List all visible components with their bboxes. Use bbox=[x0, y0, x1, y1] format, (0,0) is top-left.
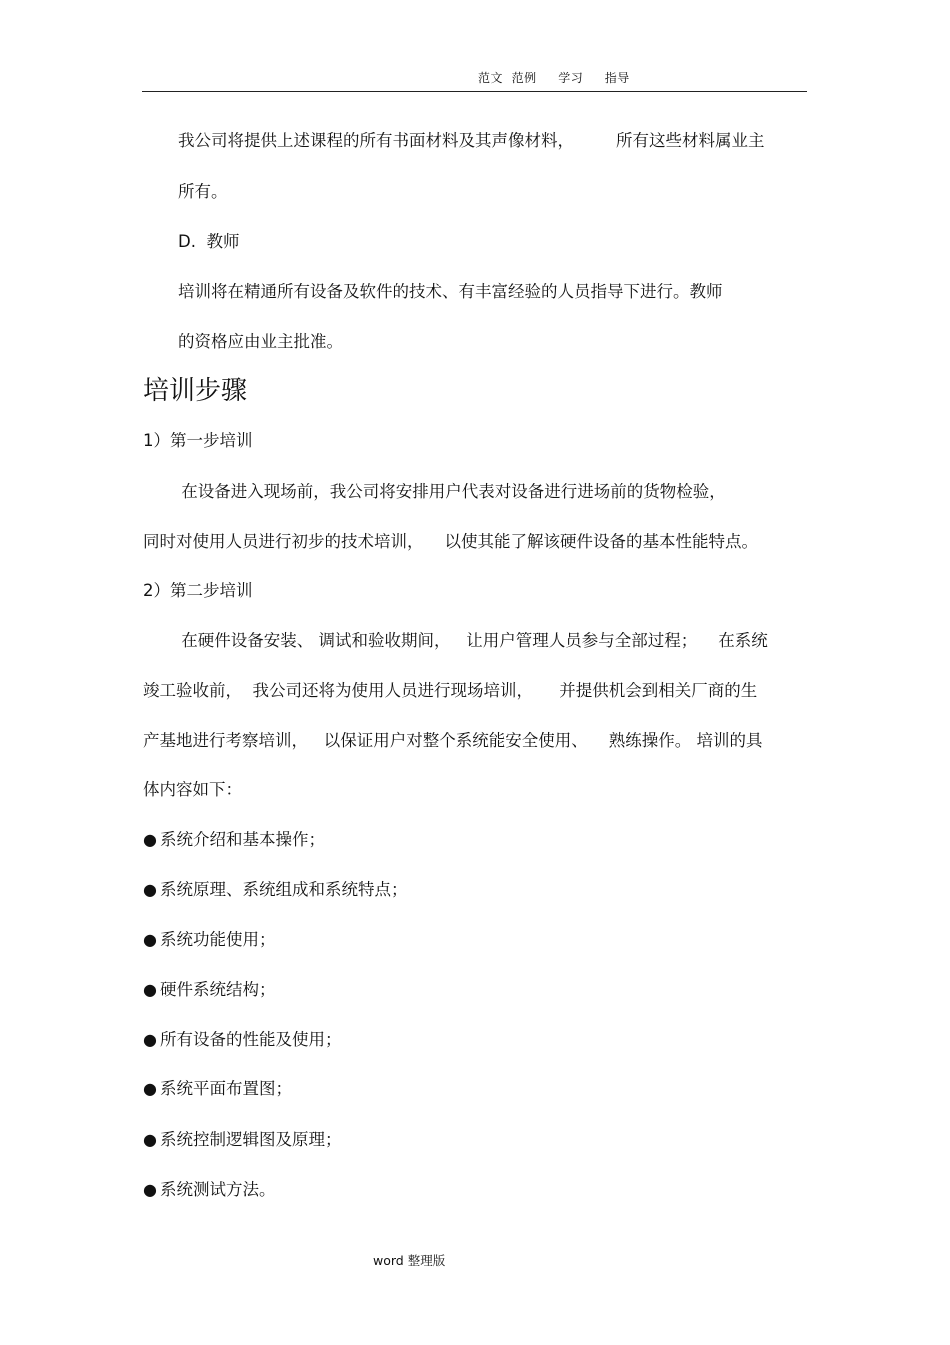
list-item-text: 系统介绍和基本操作； bbox=[160, 830, 325, 849]
bullet-icon: ● bbox=[143, 880, 157, 899]
step1-line-2: 同时对使用人员进行初步的技术培训， 以使其能了解该硬件设备的基本性能特点。 bbox=[143, 532, 758, 551]
list-item-text: 系统平面布置图； bbox=[160, 1079, 292, 1098]
bullet-icon: ● bbox=[143, 1030, 157, 1049]
page-footer: word 整理版 bbox=[373, 1253, 446, 1268]
intro-line-2: 所有。 bbox=[178, 182, 228, 201]
list-item-text: 系统测试方法。 bbox=[160, 1180, 276, 1199]
teacher-heading: D. 教师 bbox=[178, 232, 240, 251]
intro-line-4: 的资格应由业主批准。 bbox=[178, 332, 343, 351]
list-item-text: 系统功能使用； bbox=[160, 930, 276, 949]
list-item bbox=[143, 1079, 292, 1099]
list-item-text: 系统原理、系统组成和系统特点； bbox=[160, 880, 408, 899]
page-header: 范文 范例 学习 指导 bbox=[478, 71, 630, 85]
list-item-text: 所有设备的性能及使用； bbox=[160, 1030, 342, 1049]
step2-line-1: 在硬件设备安装、 调试和验收期间， 让用户管理人员参与全部过程； 在系统 bbox=[176, 631, 768, 650]
intro-line-1: 我公司将提供上述课程的所有书面材料及其声像材料， 所有这些材料属业主 bbox=[178, 131, 765, 150]
list-item bbox=[143, 980, 276, 1000]
step2-line-3: 产基地进行考察培训， 以保证用户对整个系统能安全使用、 熟练操作。 培训的具 bbox=[143, 731, 763, 750]
list-item bbox=[143, 830, 325, 850]
step1-line-1: 在设备进入现场前，我公司将安排用户代表对设备进行进场前的货物检验， bbox=[176, 482, 726, 501]
section-title: 培训步骤 bbox=[143, 376, 248, 406]
list-item bbox=[143, 1130, 342, 1150]
bullet-icon: ● bbox=[143, 930, 157, 949]
list-item-text: 硬件系统结构； bbox=[160, 980, 276, 999]
list-item bbox=[143, 930, 276, 950]
step2-line-4: 体内容如下： bbox=[143, 780, 242, 799]
step1-heading: 1）第一步培训 bbox=[143, 431, 253, 450]
header-rule bbox=[142, 91, 807, 92]
bullet-icon: ● bbox=[143, 830, 157, 849]
bullet-icon: ● bbox=[143, 1180, 157, 1199]
bullet-icon: ● bbox=[143, 1079, 157, 1098]
list-item-text: 系统控制逻辑图及原理； bbox=[160, 1130, 342, 1149]
list-item bbox=[143, 880, 408, 900]
step2-line-2: 竣工验收前， 我公司还将为使用人员进行现场培训， 并提供机会到相关厂商的生 bbox=[143, 681, 758, 700]
intro-line-3: 培训将在精通所有设备及软件的技术、有丰富经验的人员指导下进行。教师 bbox=[178, 282, 723, 301]
step2-heading: 2）第二步培训 bbox=[143, 581, 253, 600]
list-item bbox=[143, 1030, 342, 1050]
list-item bbox=[143, 1180, 276, 1200]
bullet-icon: ● bbox=[143, 1130, 157, 1149]
bullet-icon: ● bbox=[143, 980, 157, 999]
